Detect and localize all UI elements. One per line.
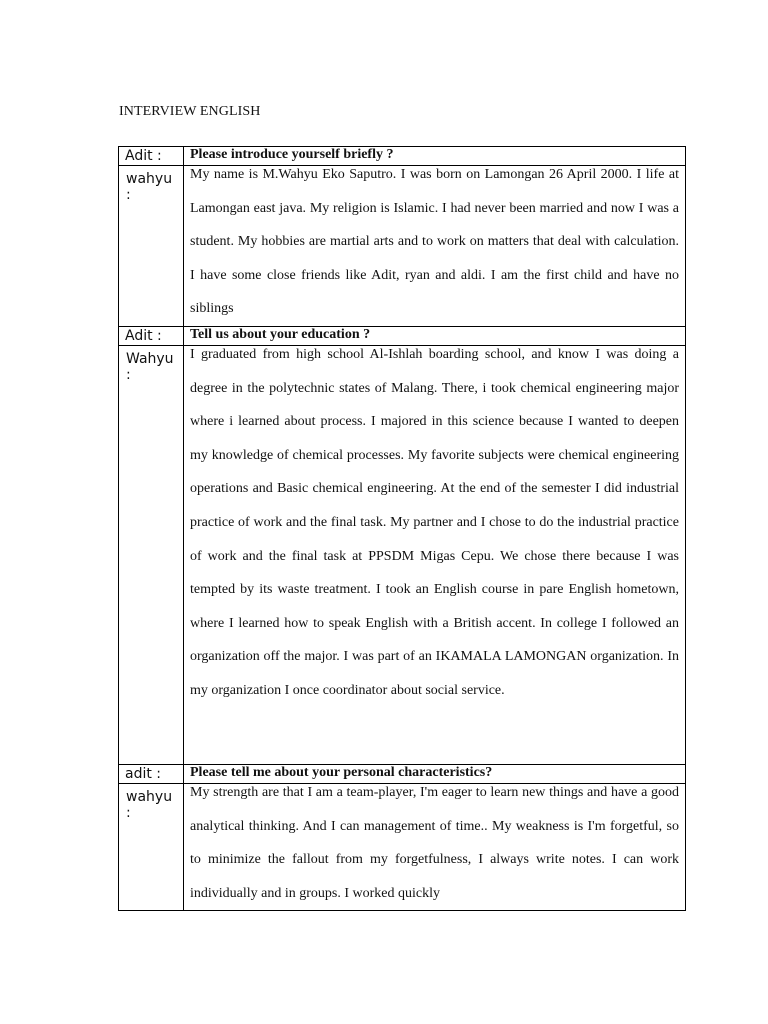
question-cell: Please introduce yourself briefly ?	[184, 147, 686, 166]
answer-text: My strength are that I am a team-player, I'm eager to learn new things and have a good analytical thinking. And I can management of time.. My weakness is I'm forgetful, so to minimize the fallout from my forgetfulness, I always write notes. I can work individually and in groups. I worked quickly	[190, 784, 679, 901]
speaker-cell: Adit :	[119, 326, 184, 345]
table-row	[119, 764, 686, 783]
speaker-cell: Adit :	[119, 147, 184, 166]
interview-table	[118, 146, 686, 911]
table-row	[119, 783, 686, 910]
speaker-cell: wahyu :	[119, 783, 184, 910]
speaker-cell: Wahyu :	[119, 345, 184, 764]
document-title: INTERVIEW ENGLISH	[119, 104, 261, 119]
answer-text: I graduated from high school Al-Ishlah boarding school, and know I was doing a degree in the polytechnic states of Malang. There, i took chemical engineering major where i learned about process. I majored in this science because I wanted to deepen my knowledge of chemical processes. My favorite subjects were chemical engineering operations and Basic chemical engineering. At the end of the semester I did industrial practice of work and the final task. My partner and I chose to do the industrial practice of work and the final task at PPSDM Migas Cepu. We chose there because I was tempted by its waste treatment. I took an English course in pare English hometown, where I learned how to speak English with a British accent. In college I followed an organization off the major. I was part of an IKAMALA LAMONGAN organization. In my organization I once coordinator about social service.	[190, 346, 679, 698]
table-row	[119, 166, 686, 327]
speaker-cell: adit :	[119, 764, 184, 783]
answer-text: My name is M.Wahyu Eko Saputro. I was born on Lamongan 26 April 2000. I life at Lamongan east java. My religion is Islamic. I had never been married and now I was a student. My hobbies are martial arts and to work on matters that deal with calculation. I have some close friends like Adit, ryan and aldi. I am the first child and have no siblings	[190, 167, 679, 317]
question-cell: Please tell me about your personal characteristics?	[184, 764, 686, 783]
question-cell: Tell us about your education ?	[184, 326, 686, 345]
table-row	[119, 345, 686, 764]
answer-cell	[184, 783, 686, 910]
answer-cell	[184, 345, 686, 764]
answer-cell	[184, 166, 686, 327]
speaker-cell: wahyu :	[119, 166, 184, 327]
